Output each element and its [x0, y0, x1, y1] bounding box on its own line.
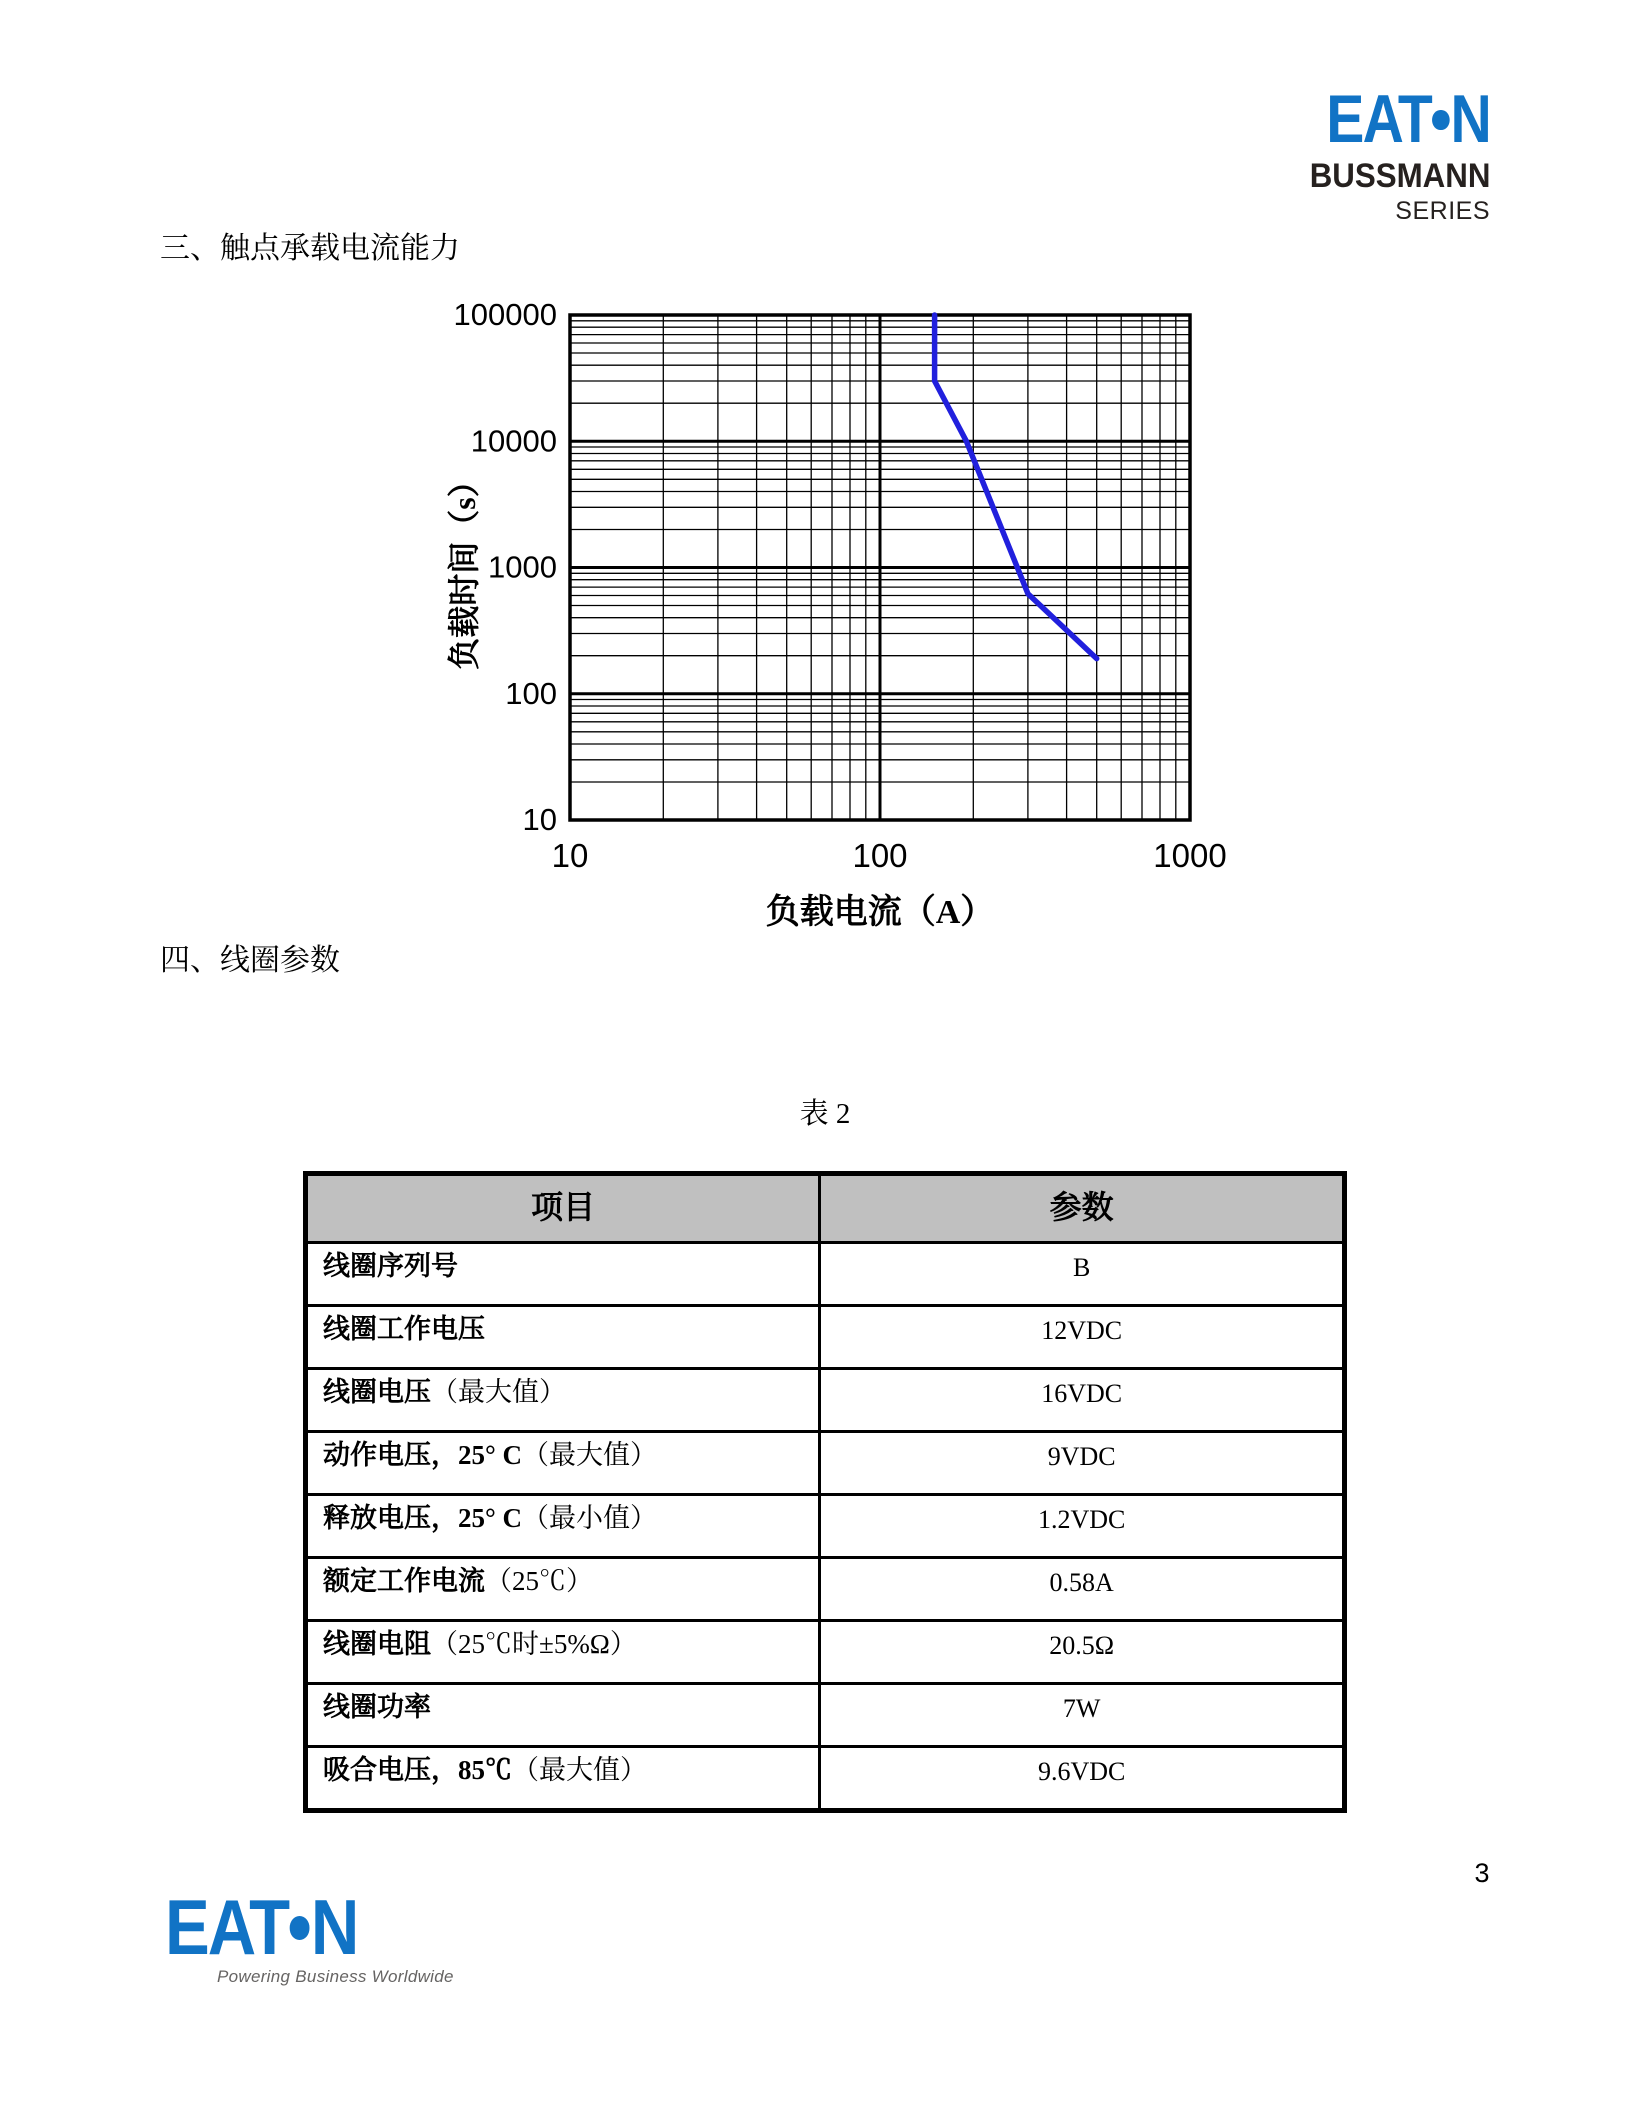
y-tick-label: 10: [522, 802, 557, 837]
eaton-letters-eat: EAT: [1326, 81, 1432, 157]
section-heading-coil-params: 四、线圈参数: [160, 944, 340, 977]
eaton-wordmark: [165, 1883, 358, 1971]
contact-current-carrying-capacity-curve: [935, 315, 1097, 659]
eaton-wordmark: [1326, 81, 1490, 157]
param-value-cell: 0.58A: [820, 1558, 1345, 1621]
param-value-cell: 12VDC: [820, 1306, 1345, 1369]
table-row: [306, 1432, 1345, 1495]
table-row: [306, 1747, 1345, 1811]
param-value-cell: 9VDC: [820, 1432, 1345, 1495]
coil-parameter-table: [303, 1171, 1347, 1813]
eaton-letters-eat: EAT: [165, 1883, 289, 1971]
y-tick-label: 100: [505, 675, 557, 711]
eaton-bussmann-logo: [1294, 81, 1490, 226]
page-number: 3: [1474, 1858, 1490, 1888]
param-item-cell: 线圈电压（最大值）: [306, 1369, 820, 1432]
eaton-letter-n: N: [310, 1883, 358, 1971]
param-item-cell: 额定工作电流（25℃）: [306, 1558, 820, 1621]
param-value-cell: 1.2VDC: [820, 1495, 1345, 1558]
table-header-parameter: 参数: [820, 1174, 1345, 1243]
param-value-cell: 9.6VDC: [820, 1747, 1345, 1811]
param-item-cell: 线圈电阻（25℃时±5%Ω）: [306, 1621, 820, 1684]
eaton-o-dot: [1432, 110, 1449, 130]
table-caption: 表 2: [799, 1098, 851, 1130]
y-tick-label: 100000: [453, 297, 557, 332]
y-tick-label: 10000: [470, 423, 557, 459]
x-tick-label: 100: [852, 837, 908, 874]
table-row: [306, 1243, 1345, 1306]
param-item-cell: 释放电压，25° C（最小值）: [306, 1495, 820, 1558]
table-row: [306, 1306, 1345, 1369]
eaton-tagline: Powering Business Worldwide: [217, 1966, 454, 1986]
param-item-cell: 吸合电压，85℃（最大值）: [306, 1747, 820, 1811]
param-value-cell: 20.5Ω: [820, 1621, 1345, 1684]
param-item-cell: 线圈序列号: [306, 1243, 820, 1306]
table-header-item: 项目: [306, 1174, 820, 1243]
series-label: SERIES: [1395, 196, 1490, 225]
param-item-cell: 线圈功率: [306, 1684, 820, 1747]
table-row: [306, 1369, 1345, 1432]
eaton-letter-n: N: [1450, 81, 1490, 157]
y-tick-label: 1000: [488, 549, 557, 585]
param-item-cell: 动作电压，25° C（最大值）: [306, 1432, 820, 1495]
y-axis-title: 负载时间（s）: [446, 465, 482, 670]
load-current-time-chart: [415, 288, 1230, 943]
table-row: [306, 1621, 1345, 1684]
eaton-o-dot: [289, 1916, 309, 1939]
param-value-cell: B: [820, 1243, 1345, 1306]
table-row: [306, 1684, 1345, 1747]
param-value-cell: 16VDC: [820, 1369, 1345, 1432]
table-row: [306, 1495, 1345, 1558]
table-header-row: [306, 1174, 1345, 1243]
param-item-cell: 线圈工作电压: [306, 1306, 820, 1369]
eaton-footer-logo: [165, 1883, 454, 1987]
x-axis-title: 负载电流（A）: [765, 894, 995, 931]
x-tick-label: 1000: [1153, 837, 1227, 874]
x-tick-label: 10: [551, 837, 589, 874]
bussmann-label: BUSSMANN: [1309, 156, 1490, 195]
section-heading-contact-capacity: 三、触点承载电流能力: [160, 232, 460, 265]
table-row: [306, 1558, 1345, 1621]
param-value-cell: 7W: [820, 1684, 1345, 1747]
